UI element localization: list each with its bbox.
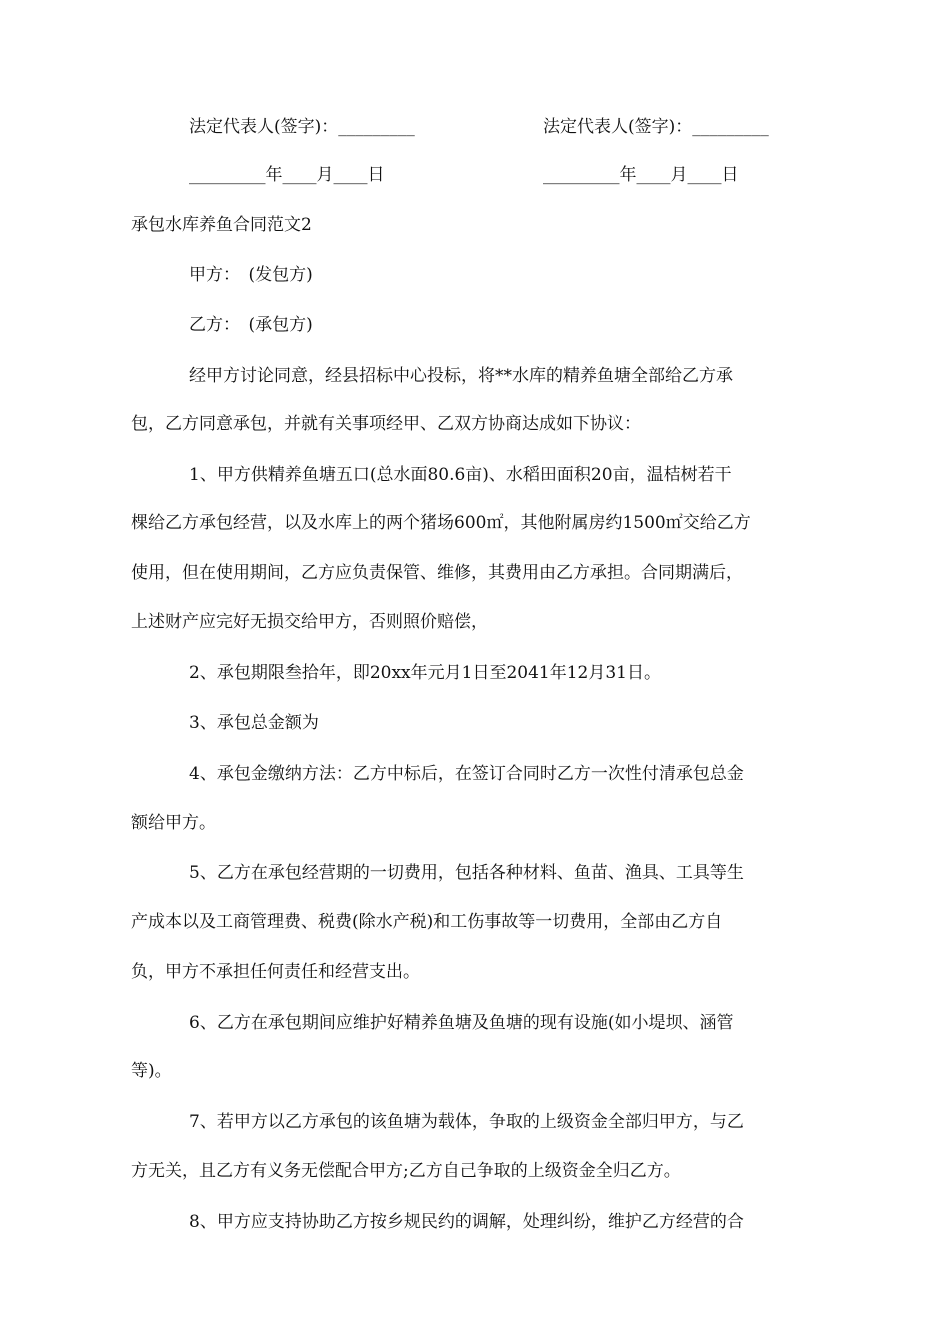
clause-1-line: 上述财产应完好无损交给甲方，否则照价赔偿，: [131, 612, 488, 632]
clause-5-line: 负，甲方不承担任何责任和经营支出。: [131, 962, 420, 982]
clause-6-line: 6、乙方在承包期间应维护好精养鱼塘及鱼塘的现有设施(如小堤坝、涵管: [189, 1013, 734, 1033]
clause-7-line: 7、若甲方以乙方承包的该鱼塘为载体，争取的上级资金全部归甲方，与乙: [189, 1112, 744, 1132]
clause-1-line: 1、甲方供精养鱼塘五口(总水面80.6亩)、水稻田面积20亩，温桔树若干: [189, 465, 732, 485]
clause-8-line: 8、甲方应支持协助乙方按乡规民约的调解，处理纠纷，维护乙方经营的合: [189, 1212, 744, 1232]
clause-7-line: 方无关，且乙方有义务无偿配合甲方;乙方自己争取的上级资金全归乙方。: [131, 1161, 681, 1181]
clause-6-line: 等)。: [131, 1061, 172, 1081]
clause-4-line: 4、承包金缴纳方法：乙方中标后，在签订合同时乙方一次性付清承包总金: [189, 764, 744, 784]
clause-1-line: 棵给乙方承包经营，以及水库上的两个猪场600㎡，其他附属房约1500㎡交给乙方: [131, 513, 751, 533]
clause-3-line: 3、承包总金额为: [189, 713, 319, 733]
clause-5-line: 5、乙方在承包经营期的一切费用，包括各种材料、鱼苗、渔具、工具等生: [189, 863, 744, 883]
signature-date-right: _________年____月____日: [543, 165, 739, 185]
party-a-line: 甲方： (发包方): [189, 265, 313, 285]
signature-date-left: _________年____月____日: [189, 165, 385, 185]
clause-4-line: 额给甲方。: [131, 813, 216, 833]
party-b-line: 乙方： (承包方): [189, 315, 313, 335]
legal-rep-signature-right: 法定代表人(签字)：_________: [543, 117, 769, 137]
paragraph-line: 包，乙方同意承包，并就有关事项经甲、乙双方协商达成如下协议：: [131, 414, 641, 434]
clause-2-line: 2、承包期限叁拾年，即20xx年元月1日至2041年12月31日。: [189, 663, 661, 683]
document-heading: 承包水库养鱼合同范文2: [131, 215, 312, 235]
paragraph-line: 经甲方讨论同意，经县招标中心投标，将**水库的精养鱼塘全部给乙方承: [189, 366, 733, 386]
clause-5-line: 产成本以及工商管理费、税费(除水产税)和工伤事故等一切费用，全部由乙方自: [131, 912, 723, 932]
legal-rep-signature-left: 法定代表人(签字)：_________: [189, 117, 415, 137]
clause-1-line: 使用，但在使用期间，乙方应负责保管、维修，其费用由乙方承担。合同期满后，: [131, 563, 743, 583]
